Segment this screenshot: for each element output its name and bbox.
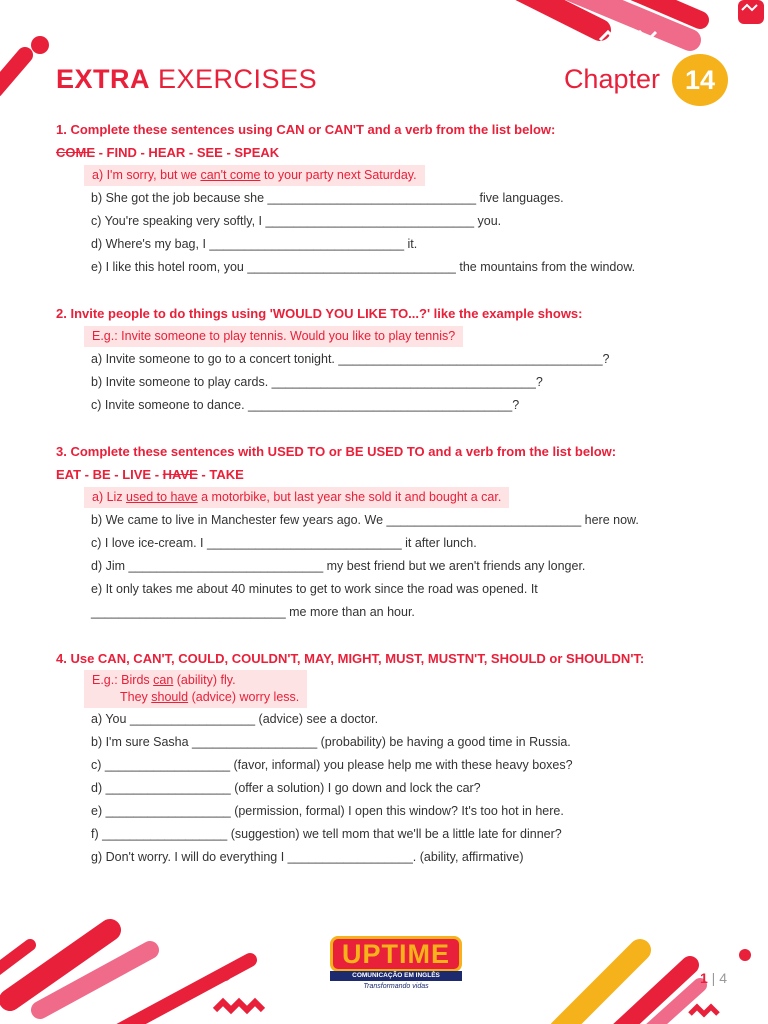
bottom-right-stripes xyxy=(560,949,751,1024)
page-title-bold: EXTRA xyxy=(56,64,151,94)
example-answer: should xyxy=(151,690,189,704)
section1-word-list xyxy=(56,141,716,164)
exercise-item: e) It only takes me about 40 minutes to get to work since the road was opened. It xyxy=(91,582,538,596)
top-right-stripes xyxy=(520,0,764,40)
logo-subtitle: COMUNICAÇÃO EM INGLÊS xyxy=(330,971,462,981)
example-answer: used to have xyxy=(126,490,198,504)
exercise-item: ____________________________ me more than an hour. xyxy=(91,605,415,619)
exercise-item: b) We came to live in Manchester few years ago. We ____________________________ here now. xyxy=(91,513,639,527)
example-answer: can't come xyxy=(200,168,261,182)
example-text: to your party next Saturday. xyxy=(260,168,417,182)
example-text: (advice) worry less. xyxy=(188,690,300,704)
example-text: (ability) fly. xyxy=(173,673,236,687)
exercise-item: c) Invite someone to dance. ______________________________________? xyxy=(91,398,520,412)
exercise-item: b) She got the job because she ______________________________ five languages. xyxy=(91,191,564,205)
example-text: a) Liz xyxy=(92,490,127,504)
uptime-logo xyxy=(330,936,462,990)
word-list-rest: - FIND - HEAR - SEE - SPEAK xyxy=(95,145,280,160)
example-text: E.g.: Birds xyxy=(92,673,154,687)
exercise-item: e) __________________ (permission, formal) I open this window? It's too hot in here. xyxy=(91,804,564,818)
section3-example xyxy=(84,487,509,508)
bottom-left-stripes xyxy=(0,930,263,1024)
current-page: 1 xyxy=(700,970,708,986)
exercise-item: b) Invite someone to play cards. ______________________________________? xyxy=(91,375,543,389)
word-list-end: - TAKE xyxy=(197,467,244,482)
example-text: a motorbike, but last year she sold it and bought a car. xyxy=(197,490,502,504)
example-text: a) I'm sorry, but we xyxy=(92,168,201,182)
example-text: They xyxy=(120,690,152,704)
page-title-light: EXERCISES xyxy=(158,64,318,94)
page-separator: | xyxy=(707,970,720,986)
section3-instruction: 3. Complete these sentences with USED TO or BE USED TO and a verb from the list below: xyxy=(56,444,617,459)
exercise-item: c) __________________ (favor, informal) you please help me with these heavy boxes? xyxy=(91,758,573,772)
page-number xyxy=(700,970,727,986)
exercise-item: d) Jim ____________________________ my best friend but we aren't friends any longer. xyxy=(91,559,586,573)
exercise-item: d) __________________ (offer a solution) I go down and lock the car? xyxy=(91,781,481,795)
chapter-label: Chapter xyxy=(563,64,660,94)
exercise-item: f) __________________ (suggestion) we tell mom that we'll be a little late for dinner? xyxy=(91,827,562,841)
logo-tagline: Transformando vidas xyxy=(363,983,429,990)
section3-word-list xyxy=(56,463,716,486)
logo-name: UPTIME xyxy=(330,936,462,972)
page-title xyxy=(56,64,317,95)
exercise-item: b) I'm sure Sasha __________________ (probability) be having a good time in Russia. xyxy=(91,735,571,749)
section4-instruction: 4. Use CAN, CAN'T, COULD, COULDN'T, MAY, MIGHT, MUST, MUSTN'T, SHOULD or SHOULDN'T: xyxy=(56,651,645,666)
example-answer: can xyxy=(153,673,174,687)
top-left-stripe xyxy=(0,36,49,90)
word-list-start: EAT - BE - LIVE - xyxy=(56,467,163,482)
section2-instruction: 2. Invite people to do things using 'WOULD YOU LIKE TO...?' like the example shows: xyxy=(56,306,583,321)
section2-example: E.g.: Invite someone to play tennis. Would you like to play tennis? xyxy=(84,326,463,347)
chapter-number-badge: 14 xyxy=(672,54,728,106)
exercise-item: a) You __________________ (advice) see a doctor. xyxy=(91,712,379,726)
total-pages: 4 xyxy=(719,970,728,986)
struck-word: HAVE xyxy=(162,467,198,482)
exercise-content xyxy=(56,118,716,869)
section4-example xyxy=(84,670,307,708)
exercise-item: d) Where's my bag, I ____________________________ it. xyxy=(91,237,418,251)
exercise-item: a) Invite someone to go to a concert tonight. ______________________________________? xyxy=(91,352,610,366)
struck-word: COME xyxy=(56,145,95,160)
exercise-item: e) I like this hotel room, you ______________________________ the mountains from the window. xyxy=(91,260,636,274)
exercise-item: g) Don't worry. I will do everything I __________________. (ability, affirmative) xyxy=(91,850,524,864)
exercise-item: c) You're speaking very softly, I ______________________________ you. xyxy=(91,214,502,228)
exercise-item: c) I love ice-cream. I ____________________________ it after lunch. xyxy=(91,536,477,550)
section1-instruction: 1. Complete these sentences using CAN or CAN'T and a verb from the list below: xyxy=(56,122,556,137)
section1-example xyxy=(84,165,425,186)
